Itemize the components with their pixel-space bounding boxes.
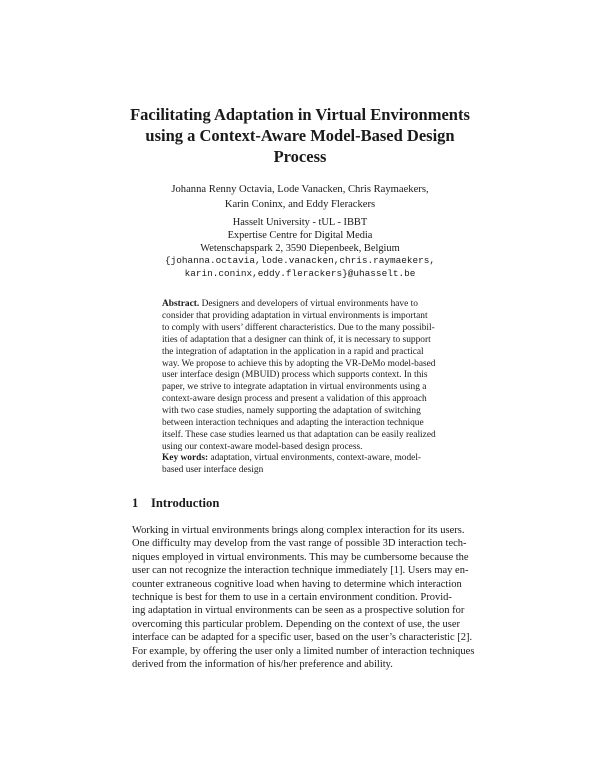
abstract-line: itself. These case studies learned us that adaptation can be easily realized — [162, 429, 436, 440]
abstract-text: Designers and developers of virtual environments have to — [201, 299, 418, 309]
title-line: Process — [273, 147, 327, 166]
keywords-text: adaptation, virtual environments, context-aware, model- — [210, 453, 422, 463]
body-line: One difficulty may develop from the vast range of possible 3D interaction tech- — [132, 538, 467, 550]
intro-paragraph — [132, 524, 475, 671]
abstract-line: between interaction techniques and adapting the interaction technique — [162, 418, 424, 429]
abstract-line: the integration of adaptation in the application in a rapid and practical — [162, 346, 424, 357]
abstract-line: way. We propose to achieve this by adopting the VR-DeMo model-based — [162, 358, 436, 369]
keywords-label: Key words: — [162, 453, 209, 463]
affiliation-line: Wetenschapspark 2, 3590 Diepenbeek, Belgium — [200, 242, 400, 254]
paper-title — [100, 104, 500, 167]
abstract-line: to comply with users’ different characteristics. Due to the many possibil- — [162, 322, 435, 333]
title-line: using a Context-Aware Model-Based Design — [145, 126, 455, 145]
affiliation-block — [150, 217, 450, 281]
body-line: For example, by offering the user only a limited number of interaction techniques — [132, 645, 475, 657]
author-line: Karin Coninx, and Eddy Flerackers — [224, 199, 376, 210]
section-title: Introduction — [151, 496, 220, 510]
abstract-line: paper, we strive to integrate adaptation in virtual environments using a — [162, 382, 427, 393]
abstract-line: context-aware design process and present a validation of this approach — [162, 394, 427, 405]
section-heading — [132, 496, 219, 511]
keywords — [162, 453, 443, 477]
keywords-line — [162, 453, 443, 465]
keywords-line: based user interface design — [162, 464, 264, 475]
abstract-line: ities of adaptation that a designer can think of, it is necessary to support — [162, 334, 431, 345]
affiliation-line: Hasselt University - tUL - IBBT — [232, 217, 368, 228]
title-line: Facilitating Adaptation in Virtual Environments — [130, 105, 470, 124]
body-line: niques employed in virtual environments. This may be cumbersome because the — [132, 551, 469, 563]
abstract-line: with two case studies, namely supporting the adaptation of switching — [162, 406, 421, 417]
abstract-line: consider that providing adaptation in virtual environments is important — [162, 310, 428, 321]
affiliation-line: Expertise Centre for Digital Media — [227, 229, 373, 241]
section-number: 1 — [132, 496, 139, 510]
abstract-line: using our context-aware model-based design process. — [162, 441, 363, 452]
body-line: technique is best for them to use in a certain environment condition. Provid- — [132, 592, 452, 604]
body-line: interface can be adapted for a specific user, based on the user’s characteristic [2]. — [132, 632, 473, 644]
email-line: {johanna.octavia,lode.vanacken,chris.raymaekers, — [164, 255, 436, 267]
body-line: ing adaptation in virtual environments can be seen as a prospective solution for — [132, 605, 465, 617]
author-line: Johanna Renny Octavia, Lode Vanacken, Chris Raymaekers, — [171, 184, 429, 195]
body-line: overcoming this particular problem. Depending on the context of use, the user — [132, 618, 461, 630]
abstract-label: Abstract. — [162, 299, 200, 309]
body-line: Working in virtual environments brings along complex interaction for its users. — [132, 525, 465, 536]
email-line: karin.coninx,eddy.flerackers}@uhasselt.be — [184, 268, 416, 280]
body-line: derived from the information of his/her preference and ability. — [132, 659, 393, 671]
author-list — [150, 182, 450, 212]
body-line: counter extraneous cognitive load when having to determine which interaction — [132, 578, 462, 590]
abstract-line — [162, 299, 443, 311]
body-line: user can not recognize the interaction technique immediately [1]. Users may en- — [132, 565, 469, 577]
abstract-line: user interface design (MBUID) process which supports context. In this — [162, 370, 428, 381]
abstract — [162, 299, 443, 454]
